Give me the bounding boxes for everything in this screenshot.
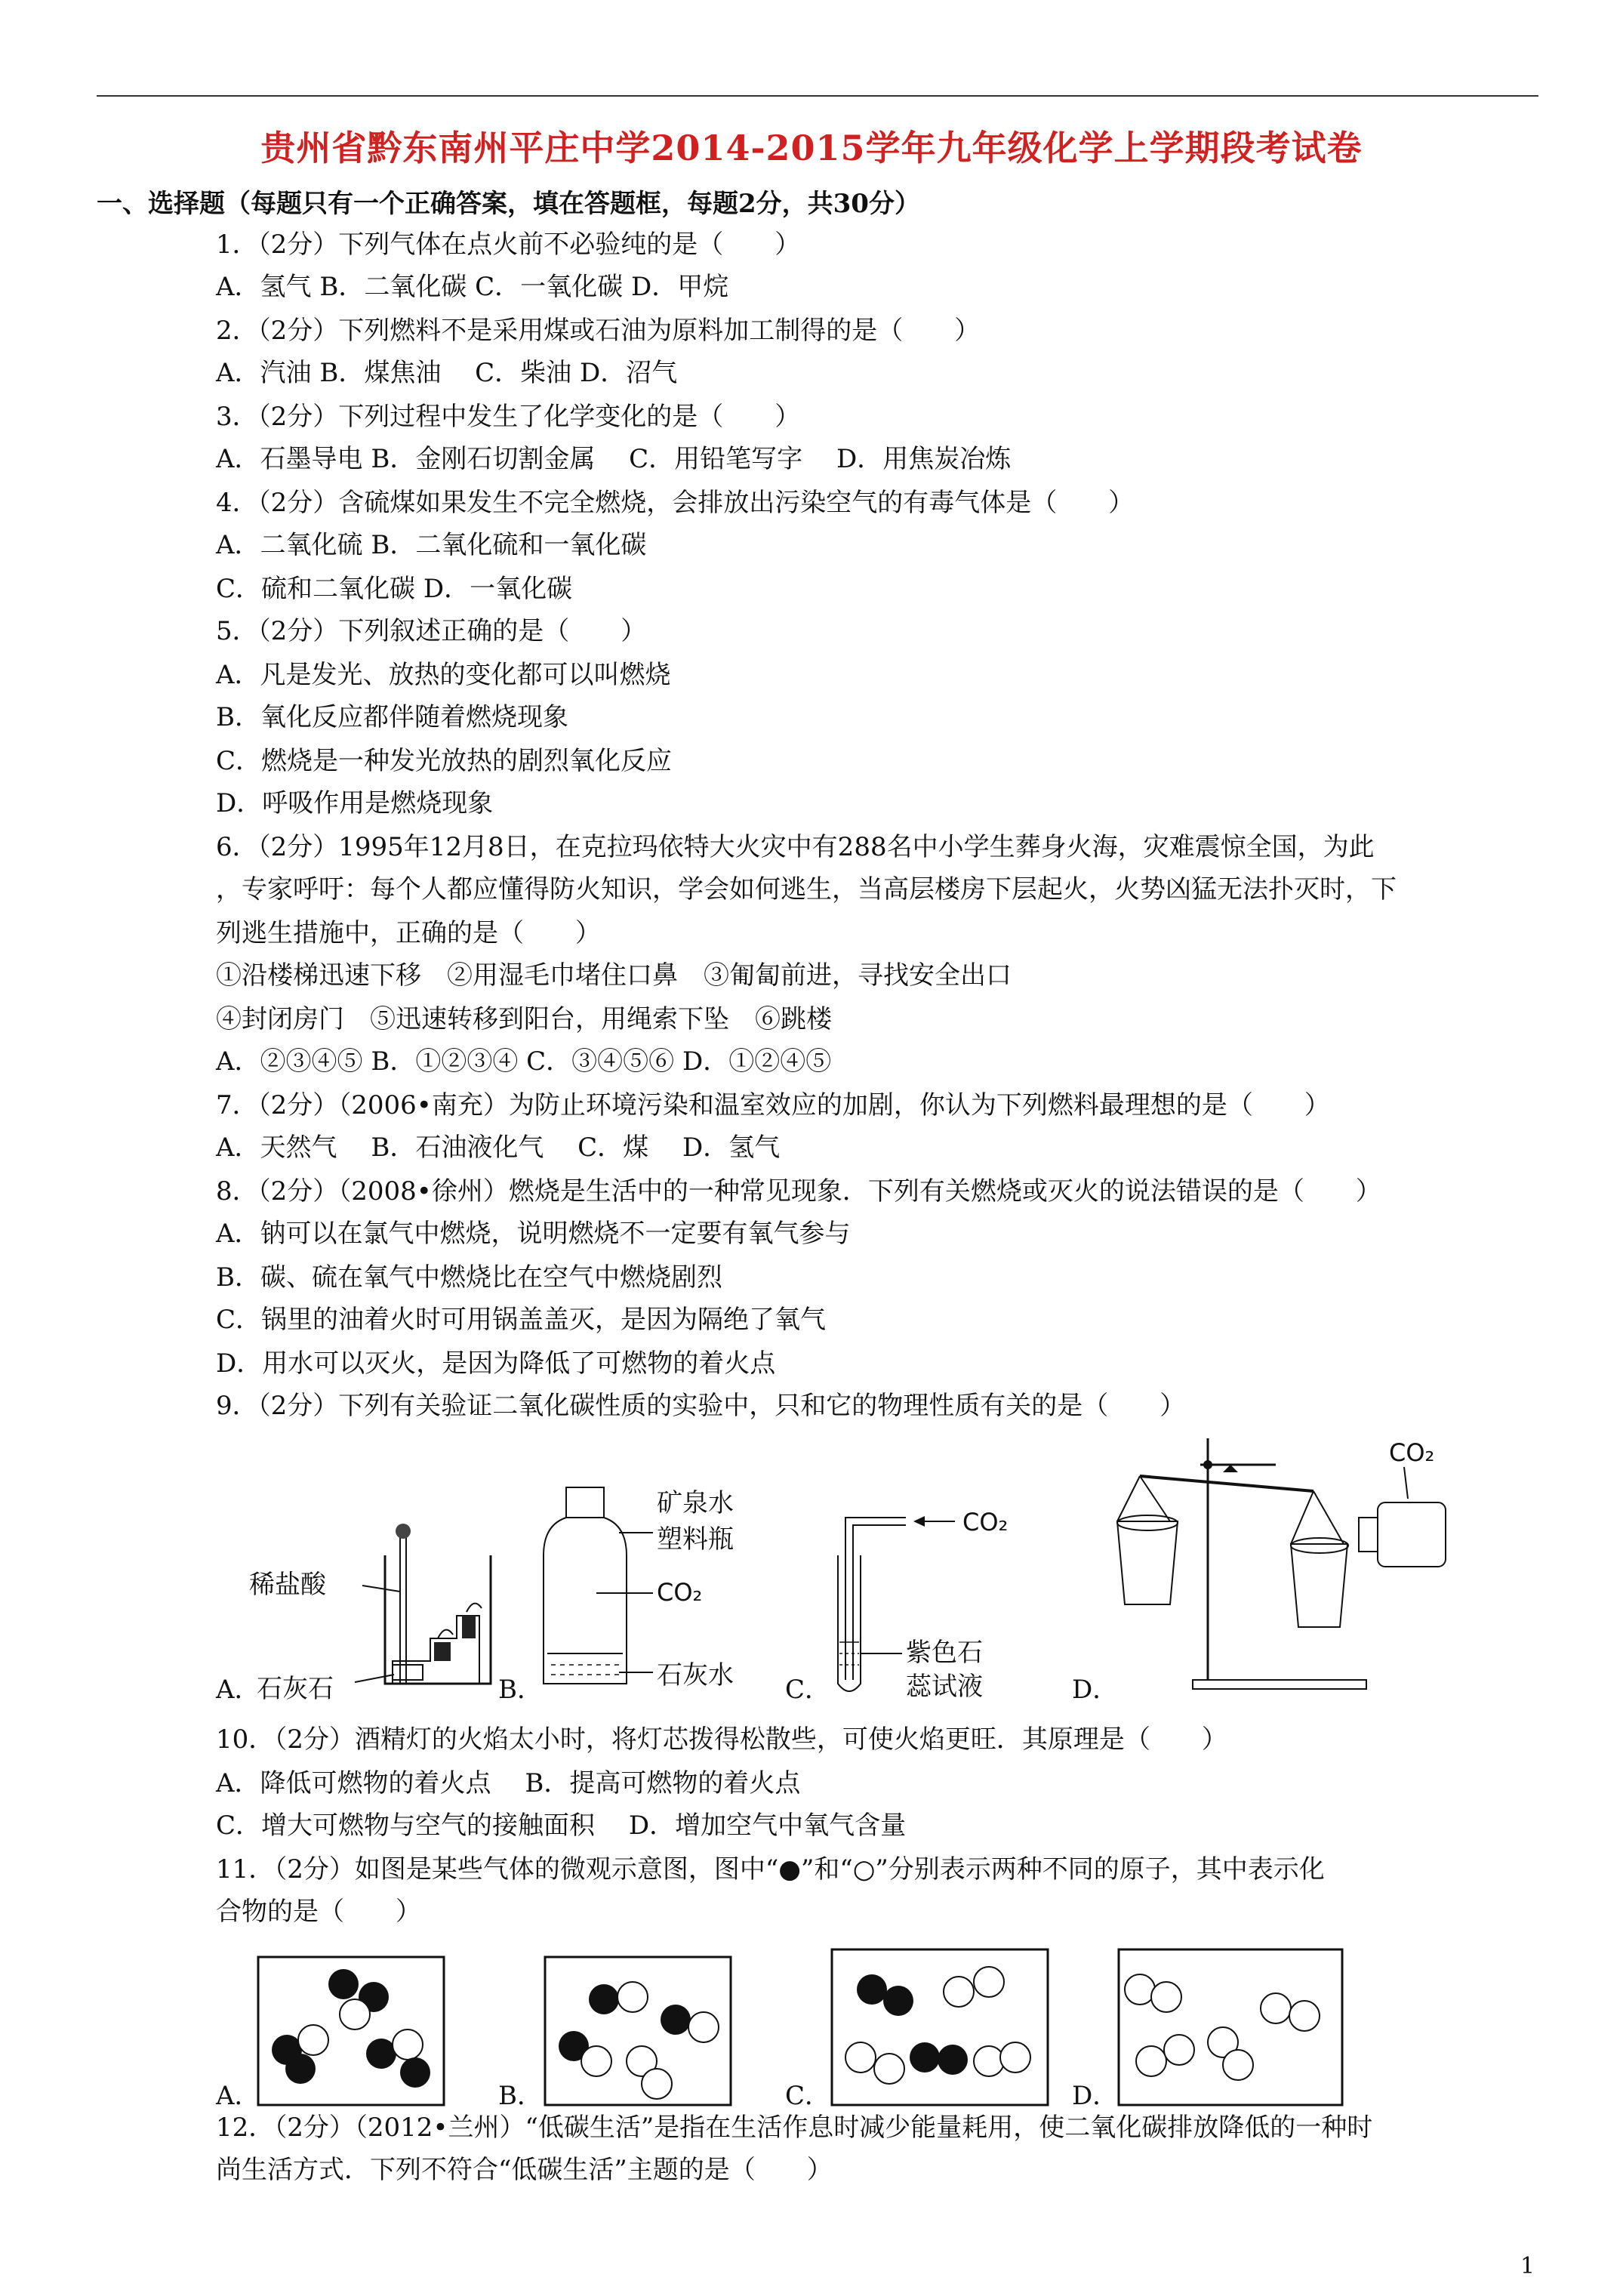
question-10-stem: 10．（2分）酒精灯的火焰太小时，将灯芯拨得松散些，可使火焰更旺．其原理是（ ） bbox=[216, 1724, 1227, 1755]
question-3-options: A．石墨导电 B．金刚石切割金属 C．用铅笔写字 D．用焦炭冶炼 bbox=[216, 444, 1012, 474]
question-5-option-b: B．氧化反应都伴随着燃烧现象 bbox=[216, 702, 568, 732]
q11-label-c: C． bbox=[785, 2081, 831, 2111]
q11-figure-d-molecules bbox=[1117, 1948, 1344, 2106]
q9-fig-c-litmus-label-2: 蕊试液 bbox=[906, 1672, 983, 1702]
question-8-option-d: D．用水可以灭火，是因为降低了可燃物的着火点 bbox=[216, 1348, 776, 1379]
question-7-stem: 7．（2分）（2006•南充）为防止环境污染和温室效应的加剧，你认为下列燃料最理想的是（ ） bbox=[216, 1090, 1330, 1120]
q9-figure-c-test-tube bbox=[823, 1480, 1064, 1706]
question-6-list2: ④封闭房门 ⑤迅速转移到阳台，用绳索下坠 ⑥跳楼 bbox=[216, 1004, 832, 1034]
question-6-stem-line2: ，专家呼吁：每个人都应懂得防火知识，学会如何逃生，当高层楼房下层起火，火势凶猛无法扑灭时，下 bbox=[216, 874, 1397, 905]
question-2-stem: 2．（2分）下列燃料不是采用煤或石油为原料加工制得的是（ ） bbox=[216, 316, 981, 346]
question-10-options-cd: C．增大可燃物与空气的接触面积 D．增加空气中氧气含量 bbox=[216, 1811, 907, 1841]
question-6-options: A．②③④⑤ B．①②③④ C．③④⑤⑥ D．①②④⑤ bbox=[216, 1046, 832, 1077]
question-5-stem: 5．（2分）下列叙述正确的是（ ） bbox=[216, 616, 647, 646]
question-9-stem: 9．（2分）下列有关验证二氧化碳性质的实验中，只和它的物理性质有关的是（ ） bbox=[216, 1391, 1186, 1421]
q11-figure-b-molecules bbox=[544, 1955, 732, 2106]
question-11-stem-line1: 11．（2分）如图是某些气体的微观示意图，图中“●”和“○”分别表示两种不同的原子，其中表示化 bbox=[216, 1854, 1325, 1885]
question-2-options: A．汽油 B．煤焦油 C．柴油 D．沼气 bbox=[216, 358, 678, 388]
q9-fig-b-water-label: 矿泉水 bbox=[657, 1488, 734, 1518]
q9-figure-b-bottle bbox=[536, 1472, 778, 1699]
question-4-options-cd: C．硫和二氧化碳 D．一氧化碳 bbox=[216, 574, 573, 604]
q11-label-a: A． bbox=[216, 2081, 260, 2111]
question-1-stem: 1．（2分）下列气体在点火前不必验纯的是（ ） bbox=[216, 230, 801, 260]
section-heading: 一、选择题（每题只有一个正确答案，填在答题框，每题2分，共30分） bbox=[97, 189, 920, 219]
q11-label-d: D． bbox=[1072, 2081, 1119, 2111]
q9-fig-a-stone-label: 石灰石 bbox=[257, 1674, 334, 1704]
question-3-stem: 3．（2分）下列过程中发生了化学变化的是（ ） bbox=[216, 402, 801, 432]
question-12-stem-line2: 尚生活方式．下列不符合“低碳生活”主题的是（ ） bbox=[216, 2155, 833, 2185]
question-5-option-d: D．呼吸作用是燃烧现象 bbox=[216, 788, 494, 818]
q9-label-a: A． bbox=[216, 1675, 260, 1705]
page-title: 贵州省黔东南州平庄中学2014-2015学年九年级化学上学期段考试卷 bbox=[260, 128, 1363, 168]
q11-figure-a-molecules bbox=[257, 1955, 445, 2106]
q11-label-b: B． bbox=[498, 2081, 543, 2111]
q11-figure-c-molecules bbox=[830, 1948, 1049, 2106]
question-6-stem-line3: 列逃生措施中，正确的是（ ） bbox=[216, 918, 601, 948]
q9-figure-a-acid-limestone bbox=[249, 1502, 498, 1706]
q9-label-c: C． bbox=[785, 1675, 831, 1705]
question-7-options: A．天然气 B．石油液化气 C．煤 D．氢气 bbox=[216, 1133, 781, 1163]
question-4-options-ab: A．二氧化硫 B．二氧化硫和一氧化碳 bbox=[216, 530, 647, 560]
q9-label-b: B． bbox=[498, 1675, 543, 1705]
question-4-stem: 4．（2分）含硫煤如果发生不完全燃烧，会排放出污染空气的有毒气体是（ ） bbox=[216, 488, 1135, 518]
question-5-option-a: A．凡是发光、放热的变化都可以叫燃烧 bbox=[216, 660, 671, 690]
question-1-options: A．氢气 B．二氧化碳 C．一氧化碳 D．甲烷 bbox=[216, 272, 729, 302]
q9-fig-c-litmus-label-1: 紫色石 bbox=[906, 1638, 983, 1668]
question-11-stem-line2: 合物的是（ ） bbox=[216, 1897, 421, 1927]
page-number: 1 bbox=[1520, 2253, 1535, 2279]
q9-label-d: D． bbox=[1072, 1675, 1119, 1705]
question-8-option-b: B．碳、硫在氧气中燃烧比在空气中燃烧剧烈 bbox=[216, 1262, 722, 1293]
q9-figure-d-balance bbox=[1110, 1431, 1472, 1703]
q9-fig-c-gas-label: CO₂ bbox=[962, 1508, 1009, 1536]
q9-fig-a-acid-label: 稀盐酸 bbox=[249, 1570, 326, 1600]
question-10-options-ab: A．降低可燃物的着火点 B．提高可燃物的着火点 bbox=[216, 1768, 801, 1798]
question-8-option-a: A．钠可以在氯气中燃烧，说明燃烧不一定要有氧气参与 bbox=[216, 1219, 851, 1249]
q9-fig-d-gas-label: CO₂ bbox=[1389, 1438, 1435, 1467]
q9-fig-b-bottle-label: 塑料瓶 bbox=[657, 1524, 734, 1555]
q9-fig-b-limewater-label: 石灰水 bbox=[657, 1660, 734, 1690]
question-6-list1: ①沿楼梯迅速下移 ②用湿毛巾堵住口鼻 ③匍匐前进，寻找安全出口 bbox=[216, 960, 1012, 991]
question-6-stem-line1: 6．（2分）1995年12月8日，在克拉玛依特大火灾中有288名中小学生葬身火海，灾难震惊全国，为此 bbox=[216, 832, 1375, 862]
q9-fig-b-gas-label: CO₂ bbox=[657, 1578, 703, 1607]
question-12-stem-line1: 12．（2分）（2012•兰州）“低碳生活”是指在生活作息时减少能量耗用，使二氧化碳排放降低的一种时 bbox=[216, 2113, 1373, 2143]
question-8-option-c: C．锅里的油着火时可用锅盖盖灭，是因为隔绝了氧气 bbox=[216, 1305, 827, 1335]
question-5-option-c: C．燃烧是一种发光放热的剧烈氧化反应 bbox=[216, 746, 673, 776]
question-8-stem: 8．（2分）（2008•徐州）燃烧是生活中的一种常见现象．下列有关燃烧或灭火的说法错误的是（ ） bbox=[216, 1176, 1381, 1207]
top-rule bbox=[97, 95, 1538, 97]
